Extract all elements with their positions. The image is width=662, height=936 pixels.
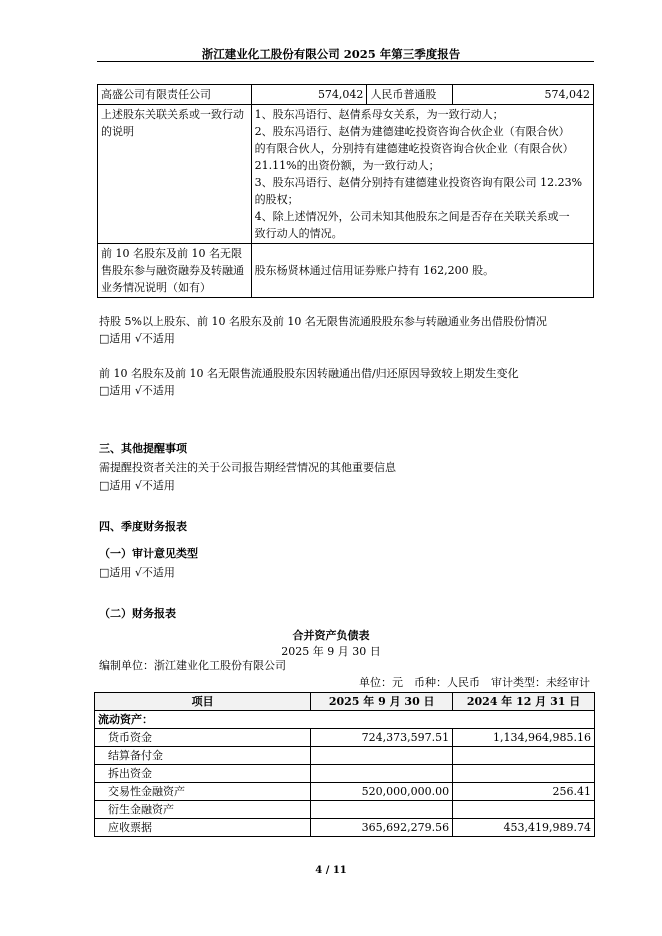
row-item: 拆出资金 <box>95 765 311 783</box>
col-header-item: 项目 <box>95 693 311 711</box>
related-line: 的股权； <box>254 193 299 206</box>
change-checkbox: □适用 √不适用 <box>99 384 175 397</box>
related-line: 4、除上述情况外，公司未知其他股东之间是否存在关联关系或一 <box>254 210 570 223</box>
row-current: 724,373,597.51 <box>311 729 453 747</box>
change-paragraph: 前 10 名股东及前 10 名无限售流通股股东因转融通出借/归还原因导致较上期发生变化 <box>99 367 519 380</box>
row-current <box>311 801 453 819</box>
report-header: 浙江建业化工股份有限公司 2025 年第三季度报告 <box>201 47 461 61</box>
related-line: 3、股东冯语行、赵倩分别持有建德建业投资咨询有限公司 12.23% <box>254 176 583 189</box>
lending-paragraph: 持股 5%以上股东、前 10 名股东及前 10 名无限售流通股股东参与转融通业务出借股份情况 <box>99 315 547 328</box>
row-item: 结算备付金 <box>95 747 311 765</box>
financial-statements-title: （二）财务报表 <box>99 607 176 620</box>
header-row <box>95 693 595 711</box>
row-previous <box>453 747 595 765</box>
table-row <box>95 819 595 837</box>
related-line: 21.11%的出资份额，为一致行动人； <box>254 159 440 172</box>
table-row <box>95 783 595 801</box>
table-row <box>95 801 595 819</box>
section-four-title: 四、季度财务报表 <box>99 520 187 533</box>
shareholder-table <box>97 84 594 298</box>
current-assets-label: 流动资产： <box>95 711 595 729</box>
related-text <box>251 105 593 244</box>
unit-info: 单位：元 币种：人民币 审计类型：未经审计 <box>359 676 590 689</box>
header-divider <box>97 61 594 62</box>
row-current: 520,000,000.00 <box>311 783 453 801</box>
row-previous: 256.41 <box>453 783 595 801</box>
holder-name: 高盛公司有限责任公司 <box>98 85 252 105</box>
table-row <box>98 105 594 244</box>
statement-date: 2025 年 9 月 30 日 <box>281 645 381 658</box>
row-current <box>311 747 453 765</box>
row-current <box>311 765 453 783</box>
statement-title: 合并资产负债表 <box>292 629 370 642</box>
row-previous <box>453 765 595 783</box>
row-current: 365,692,279.56 <box>311 819 453 837</box>
row-previous <box>453 801 595 819</box>
row-item: 衍生金融资产 <box>95 801 311 819</box>
balance-sheet-table <box>94 692 595 837</box>
related-line: 1、股东冯语行、赵倩系母女关系，为一致行动人； <box>254 108 504 121</box>
related-label: 上述股东关联关系或一致行动的说明 <box>98 105 252 244</box>
table-row <box>98 244 594 298</box>
col-header-previous: 2024 年 12 月 31 日 <box>453 693 595 711</box>
row-item: 应收票据 <box>95 819 311 837</box>
audit-checkbox: □适用 √不适用 <box>99 566 175 579</box>
section-three-text: 需提醒投资者关注的关于公司报告期经营情况的其他重要信息 <box>99 461 396 474</box>
table-row <box>95 747 595 765</box>
margin-value: 股东杨贤林通过信用证券账户持有 162,200 股。 <box>251 244 593 298</box>
row-previous: 1,134,964,985.16 <box>453 729 595 747</box>
row-item: 货币资金 <box>95 729 311 747</box>
related-line: 2、股东冯语行、赵倩为建德建屹投资咨询合伙企业（有限合伙） <box>254 125 570 138</box>
row-previous: 453,419,989.74 <box>453 819 595 837</box>
related-line: 的有限合伙人，分别持有建德建屹投资咨询合伙企业（有限合伙） <box>254 142 574 155</box>
table-row <box>95 729 595 747</box>
related-line: 致行动人的情况。 <box>254 227 343 240</box>
lending-checkbox: □适用 √不适用 <box>99 332 175 345</box>
table-row <box>98 85 594 105</box>
category-row <box>95 711 595 729</box>
margin-label: 前 10 名股东及前 10 名无限售股东参与融资融券及转融通业务情况说明（如有） <box>98 244 252 298</box>
preparer: 编制单位：浙江建业化工股份有限公司 <box>99 659 286 672</box>
table-row <box>95 765 595 783</box>
audit-opinion-title: （一）审计意见类型 <box>99 547 198 560</box>
col-header-current: 2025 年 9 月 30 日 <box>311 693 453 711</box>
section-three-title: 三、其他提醒事项 <box>99 442 187 455</box>
page-number: 4 / 11 <box>315 865 347 876</box>
holder-qty: 574,042 <box>251 85 367 105</box>
holder-share-qty: 574,042 <box>453 85 594 105</box>
section-three-checkbox: □适用 √不适用 <box>99 479 175 492</box>
holder-share-kind: 人民币普通股 <box>367 85 453 105</box>
row-item: 交易性金融资产 <box>95 783 311 801</box>
